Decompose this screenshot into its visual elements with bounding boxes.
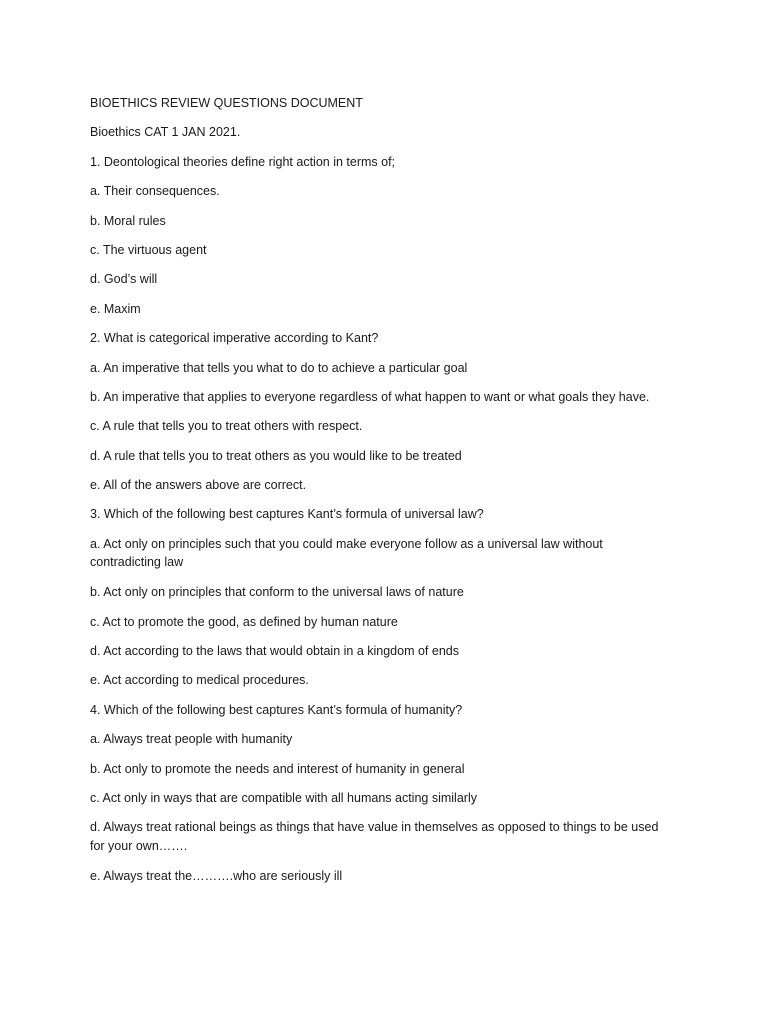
- document-title: BIOETHICS REVIEW QUESTIONS DOCUMENT: [90, 96, 363, 110]
- option-3d: d. Act according to the laws that would obtain in a kingdom of ends: [90, 644, 459, 659]
- option-4a: a. Always treat people with humanity: [90, 732, 293, 747]
- option-4e: e. Always treat the……….who are seriously ill: [90, 868, 343, 883]
- option-1a: a. Their consequences.: [90, 184, 220, 199]
- question-3: 3. Which of the following best captures Kant’s formula of universal law?: [90, 507, 484, 522]
- option-1b: b. Moral rules: [90, 213, 166, 228]
- option-2e: e. All of the answers above are correct.: [90, 478, 307, 493]
- option-3c: c. Act to promote the good, as defined by human nature: [90, 614, 398, 629]
- option-2b: b. An imperative that applies to everyone regardless of what happen to want or what goals they have.: [90, 389, 650, 404]
- question-4: 4. Which of the following best captures Kant’s formula of humanity?: [90, 702, 463, 717]
- option-2d: d. A rule that tells you to treat others as you would like to be treated: [90, 448, 462, 463]
- option-1d: d. God’s will: [90, 272, 158, 287]
- option-1c: c. The virtuous agent: [90, 242, 207, 257]
- option-3a: a. Act only on principles such that you could make everyone follow as a universal law without contradicting law: [90, 536, 603, 570]
- option-4c: c. Act only in ways that are compatible with all humans acting similarly: [90, 790, 477, 805]
- option-3e: e. Act according to medical procedures.: [90, 673, 309, 688]
- question-1: 1. Deontological theories define right action in terms of;: [90, 154, 396, 169]
- option-2a: a. An imperative that tells you what to do to achieve a particular goal: [90, 360, 468, 375]
- option-1e: e. Maxim: [90, 301, 141, 316]
- document-subtitle: Bioethics CAT 1 JAN 2021.: [90, 125, 241, 140]
- question-2: 2. What is categorical imperative according to Kant?: [90, 331, 379, 346]
- option-4b: b. Act only to promote the needs and interest of humanity in general: [90, 761, 465, 776]
- option-3b: b. Act only on principles that conform to the universal laws of nature: [90, 585, 464, 600]
- option-2c: c. A rule that tells you to treat others with respect.: [90, 419, 363, 434]
- document-body: [90, 94, 670, 896]
- option-4d: d. Always treat rational beings as things that have value in themselves as opposed to things to be used for your own…….: [90, 820, 659, 853]
